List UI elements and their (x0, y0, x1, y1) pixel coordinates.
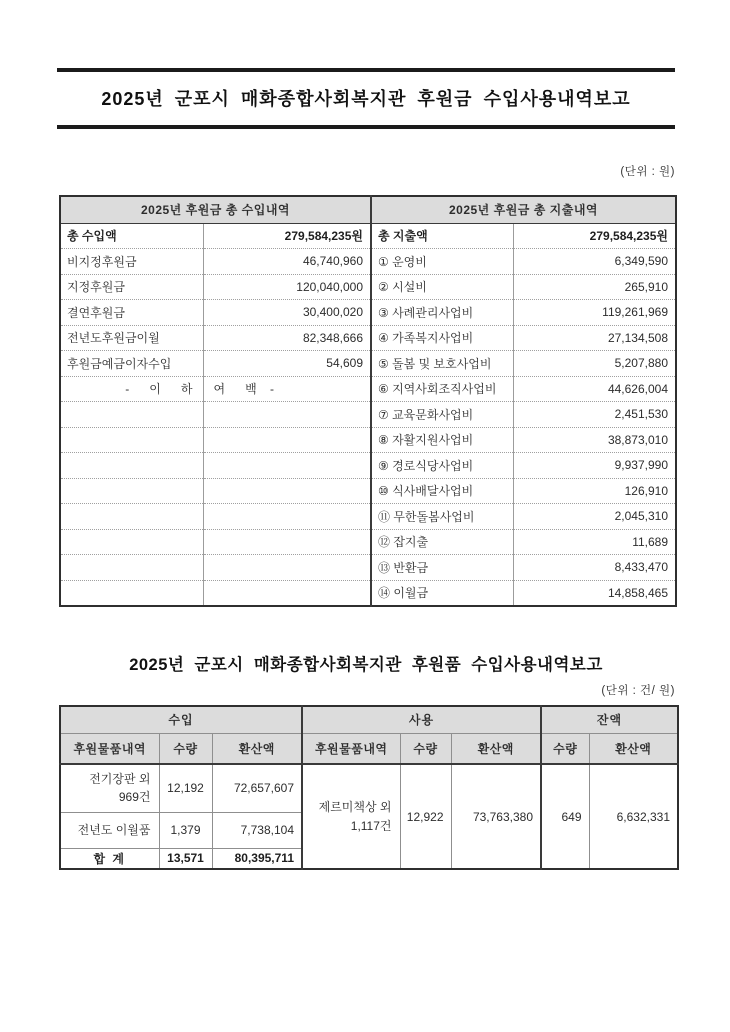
table-row (60, 274, 676, 300)
income-goods-item: 전년도 이월품 (60, 812, 159, 848)
expense-item-amount: 38,873,010 (513, 427, 676, 453)
table-row (60, 504, 676, 530)
income-item-label (60, 580, 203, 606)
expense-item-label: ⑫ 잡지출 (371, 529, 513, 555)
table-row (60, 402, 676, 428)
unit-label-cases-won: (단위 : 건/ 원) (601, 685, 675, 697)
income-total-qty: 13,571 (159, 848, 212, 869)
income-item-amount: 30,400,020 (203, 300, 371, 326)
income-item-label (60, 478, 203, 504)
expense-item-amount: 5,207,880 (513, 351, 676, 377)
income-item-amount (203, 427, 371, 453)
income-item-label: 결연후원금 (60, 300, 203, 326)
income-total-label: 합 계 (60, 848, 159, 869)
title-bottom-rule (57, 125, 675, 129)
use-goods-qty: 12,922 (400, 764, 451, 869)
expense-item-label: ⑦ 교육문화사업비 (371, 402, 513, 428)
expense-item-label: ④ 가족복지사업비 (371, 325, 513, 351)
income-item-amount (203, 529, 371, 555)
balance-qty: 649 (541, 764, 589, 869)
expense-item-label: 총 지출액 (371, 223, 513, 249)
expense-item-amount: 2,045,310 (513, 504, 676, 530)
income-item-label: 비지정후원금 (60, 249, 203, 275)
expense-item-label: ⑤ 돌봄 및 보호사업비 (371, 351, 513, 377)
income-item-amount (203, 478, 371, 504)
expense-item-label: ① 운영비 (371, 249, 513, 275)
qty-header: 수량 (400, 733, 451, 764)
item-line-2: 969건 (118, 790, 151, 805)
column-header-row (60, 733, 678, 764)
use-goods-amount: 73,763,380 (451, 764, 541, 869)
income-item-label: 지정후원금 (60, 274, 203, 300)
income-item-amount (203, 580, 371, 606)
expense-section-header: 2025년 후원금 총 지출내역 (371, 196, 676, 223)
balance-amount: 6,632,331 (589, 764, 678, 869)
income-item-amount: 46,740,960 (203, 249, 371, 275)
expense-item-amount: 126,910 (513, 478, 676, 504)
item-line-2: 1,117건 (350, 818, 392, 833)
income-item-amount (203, 453, 371, 479)
income-item-amount: 120,040,000 (203, 274, 371, 300)
income-group-header: 수입 (60, 706, 302, 733)
income-goods-amount: 7,738,104 (212, 812, 302, 848)
table-row (60, 325, 676, 351)
money-report-title-block (57, 68, 675, 129)
table-row-filler (60, 376, 676, 402)
income-item-label (60, 453, 203, 479)
filler-text-left: - 이 하 (60, 376, 203, 402)
income-item-amount (203, 402, 371, 428)
item-header: 후원물품내역 (60, 733, 159, 764)
table-row (60, 351, 676, 377)
expense-item-label: ⑪ 무한돌봄사업비 (371, 504, 513, 530)
donation-goods-table (59, 705, 679, 870)
table-row (60, 580, 676, 606)
item-line-1: 전기장판 외 (89, 771, 151, 786)
expense-item-label: ⑭ 이월금 (371, 580, 513, 606)
income-item-label (60, 529, 203, 555)
income-item-amount (203, 504, 371, 530)
goods-report-title: 2025년 군포시 매화종합사회복지관 후원품 수입사용내역보고 (129, 656, 603, 674)
expense-item-label: ⑬ 반환금 (371, 555, 513, 581)
money-report-title: 2025년 군포시 매화종합사회복지관 후원금 수입사용내역보고 (101, 89, 631, 109)
expense-item-amount: 265,910 (513, 274, 676, 300)
table-row (60, 478, 676, 504)
use-goods-item (302, 764, 400, 869)
table-row (60, 555, 676, 581)
expense-item-label: ⑧ 자활지원사업비 (371, 427, 513, 453)
income-item-label: 총 수입액 (60, 223, 203, 249)
income-item-label: 전년도후원금이월 (60, 325, 203, 351)
table-row (60, 529, 676, 555)
income-item-label: 후원금예금이자수입 (60, 351, 203, 377)
expense-item-amount: 27,134,508 (513, 325, 676, 351)
income-item-label (60, 555, 203, 581)
table-row (60, 453, 676, 479)
expense-item-amount: 2,451,530 (513, 402, 676, 428)
expense-item-amount: 119,261,969 (513, 300, 676, 326)
use-group-header: 사용 (302, 706, 541, 733)
income-total-amount: 80,395,711 (212, 848, 302, 869)
income-item-amount (203, 555, 371, 581)
donation-money-table (59, 195, 677, 607)
expense-item-amount: 11,689 (513, 529, 676, 555)
income-item-amount: 82,348,666 (203, 325, 371, 351)
table-row (60, 223, 676, 249)
table-row (60, 427, 676, 453)
amount-header: 환산액 (589, 733, 678, 764)
income-item-label (60, 504, 203, 530)
income-goods-item (60, 764, 159, 812)
group-header-row (60, 706, 678, 733)
expense-item-amount: 8,433,470 (513, 555, 676, 581)
income-item-amount: 54,609 (203, 351, 371, 377)
expense-item-label: ⑨ 경로식당사업비 (371, 453, 513, 479)
amount-header: 환산액 (212, 733, 302, 764)
table-row (60, 300, 676, 326)
amount-header: 환산액 (451, 733, 541, 764)
income-goods-amount: 72,657,607 (212, 764, 302, 812)
expense-item-label: ⑥ 지역사회조직사업비 (371, 376, 513, 402)
filler-text-right: 여 백 - (203, 376, 371, 402)
income-goods-qty: 12,192 (159, 764, 212, 812)
item-header: 후원물품내역 (302, 733, 400, 764)
item-line-1: 제르미책상 외 (318, 799, 392, 814)
expense-item-amount: 44,626,004 (513, 376, 676, 402)
expense-item-label: ② 시설비 (371, 274, 513, 300)
income-item-label (60, 427, 203, 453)
expense-item-amount: 279,584,235원 (589, 229, 668, 244)
qty-header: 수량 (541, 733, 589, 764)
expense-item-label: ③ 사례관리사업비 (371, 300, 513, 326)
table-row (60, 249, 676, 275)
expense-item-label: ⑩ 식사배달사업비 (371, 478, 513, 504)
income-goods-qty: 1,379 (159, 812, 212, 848)
goods-row (60, 764, 678, 812)
income-section-header: 2025년 후원금 총 수입내역 (60, 196, 371, 223)
income-item-amount: 279,584,235원 (203, 223, 371, 249)
income-item-label (60, 402, 203, 428)
expense-item-amount: 9,937,990 (513, 453, 676, 479)
qty-header: 수량 (159, 733, 212, 764)
balance-group-header: 잔액 (541, 706, 678, 733)
expense-item-amount: 14,858,465 (513, 580, 676, 606)
unit-label-won: (단위 : 원) (620, 166, 675, 178)
expense-item-amount: 6,349,590 (513, 249, 676, 275)
table-header-row (60, 196, 676, 223)
